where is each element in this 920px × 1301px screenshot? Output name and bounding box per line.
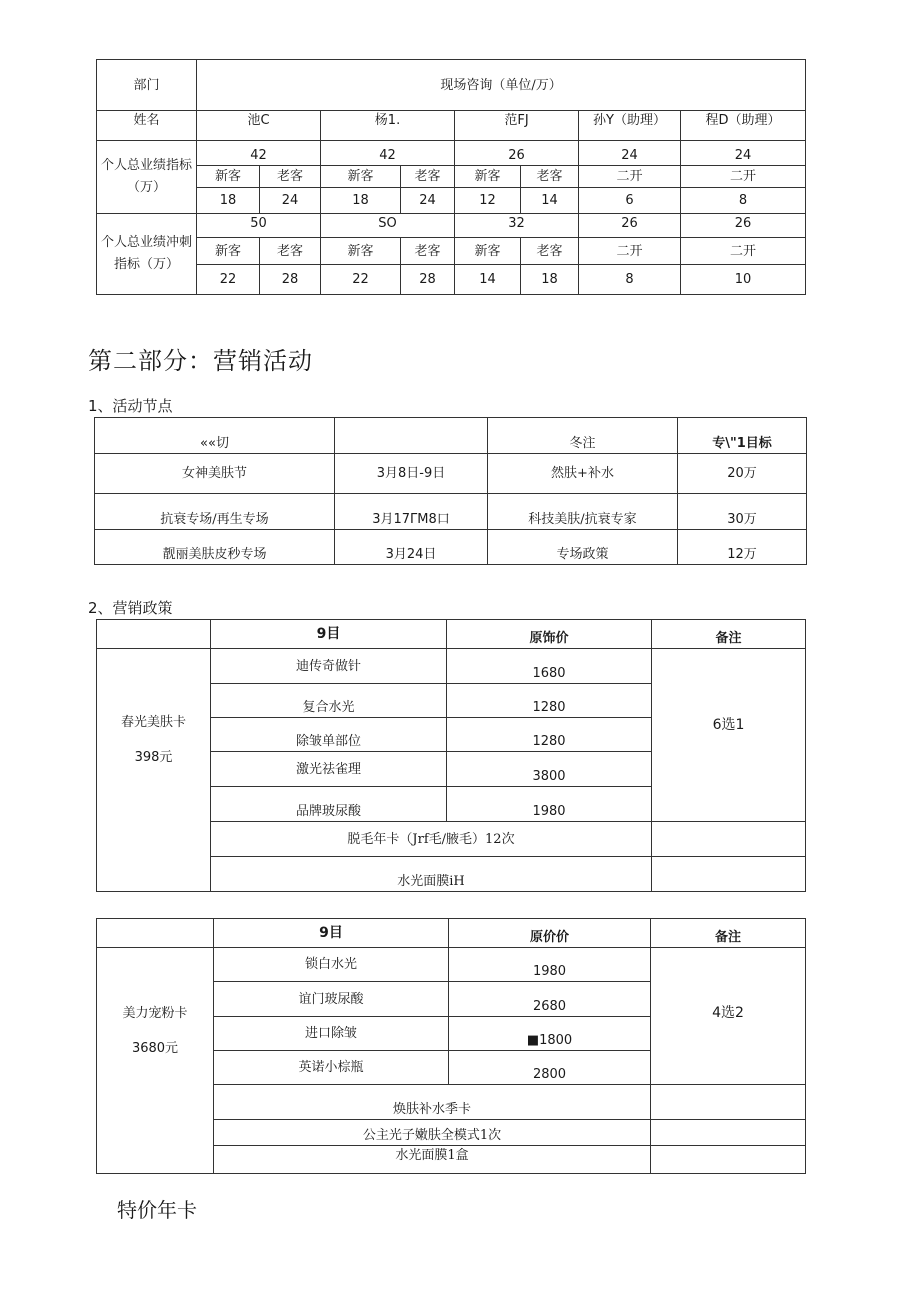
activity-target: 30万 xyxy=(678,494,807,530)
card1-header xyxy=(97,620,211,649)
card2-note: 4选2 xyxy=(651,948,806,1085)
card2-header xyxy=(97,919,214,948)
sprint-total: 26 xyxy=(579,214,681,238)
activity-note: 科技美肤/抗衰专家 xyxy=(488,494,678,530)
sprint-value: 10 xyxy=(681,265,806,295)
target-value: 24 xyxy=(260,188,321,214)
card2-extra: 焕肤补水季卡 xyxy=(214,1085,651,1120)
sprint-value: 22 xyxy=(321,265,401,295)
card1-name: 春光美肤卡 xyxy=(120,715,186,730)
sub-second: 二开 xyxy=(579,166,681,188)
card1-extra: 水光面膜iH xyxy=(211,857,652,892)
card1-extra-note xyxy=(652,857,806,892)
card2-extra-note xyxy=(651,1085,806,1120)
sub-second: 二开 xyxy=(681,166,806,188)
card1-item-price: 1680 xyxy=(447,649,652,684)
sub-old: 老客 xyxy=(521,166,579,188)
sub-old: 老客 xyxy=(401,166,455,188)
policy-heading: 2、营销政策 xyxy=(88,599,173,617)
card2-item-price: ■1800 xyxy=(449,1017,651,1051)
name-cell: 孙Y（助理） xyxy=(579,111,681,141)
card1-item-price: 3800 xyxy=(447,752,652,787)
target-value: 6 xyxy=(579,188,681,214)
name-cell: 程D（助理） xyxy=(681,111,806,141)
card1-item-name: 激光祛雀理 xyxy=(211,752,447,787)
sprint-total: 32 xyxy=(455,214,579,238)
card1-item-name: 除皱单部位 xyxy=(211,718,447,752)
target-value: 12 xyxy=(455,188,521,214)
activity-name: 靓丽美肤皮秒专场 xyxy=(95,530,335,565)
sprint-total: 50 xyxy=(197,214,321,238)
activity-note: 然肤+补水 xyxy=(488,454,678,494)
activity-header: 专\"1目标 xyxy=(678,418,807,454)
card2-extra-note xyxy=(651,1146,806,1174)
card1-item-name: 迪传奇做针 xyxy=(211,649,447,684)
name-cell: 杨1. xyxy=(321,111,455,141)
activity-date: 3月8日-9日 xyxy=(335,454,488,494)
card2-name: 美力宠粉卡 xyxy=(122,1005,188,1021)
target-total: 24 xyxy=(681,141,806,166)
card1-price: 398元 xyxy=(134,750,173,765)
target-value: 14 xyxy=(521,188,579,214)
target-total: 24 xyxy=(579,141,681,166)
performance-table xyxy=(96,59,806,295)
card1-header: 9目 xyxy=(211,620,447,649)
card1-item-name: 品牌玻尿酸 xyxy=(211,787,447,822)
card1-name-cell xyxy=(97,649,211,892)
footer-heading: 特价年卡 xyxy=(117,1198,197,1222)
card1-note: 6选1 xyxy=(652,649,806,822)
card2-item-price: 2680 xyxy=(449,982,651,1017)
name-label: 姓名 xyxy=(97,111,197,141)
card1-item-price: 1280 xyxy=(447,718,652,752)
card1-item-price: 1980 xyxy=(447,787,652,822)
target-value: 24 xyxy=(401,188,455,214)
sub-new: 新客 xyxy=(197,166,260,188)
activity-header xyxy=(335,418,488,454)
activity-header: ««切 xyxy=(95,418,335,454)
sprint-value: 28 xyxy=(260,265,321,295)
target-total: 42 xyxy=(321,141,455,166)
policy-card1-table xyxy=(96,619,806,892)
dept-label: 部门 xyxy=(97,60,197,111)
card1-header: 备注 xyxy=(652,620,806,649)
dept-value: 现场咨询（单位/万） xyxy=(197,60,806,111)
card2-extra: 公主光子嫩肤全模式1次 xyxy=(214,1120,651,1146)
card1-item-price: 1280 xyxy=(447,684,652,718)
target-value: 18 xyxy=(321,188,401,214)
card2-extra: 水光面膜1盒 xyxy=(214,1146,651,1174)
sub-new: 新客 xyxy=(321,166,401,188)
name-cell: 范FJ xyxy=(455,111,579,141)
section2-title: 第二部分：营销活动 xyxy=(88,347,313,375)
activity-header: 冬注 xyxy=(488,418,678,454)
card2-item-name: 英诺小棕瓶 xyxy=(214,1051,449,1085)
card2-name-cell xyxy=(97,948,214,1174)
sprint-total: 26 xyxy=(681,214,806,238)
card2-price: 3680元 xyxy=(131,1040,179,1056)
policy-card2-table xyxy=(96,918,806,1174)
sprint-total: SO xyxy=(321,214,455,238)
card1-extra: 脱毛年卡（Jrf毛/腋毛）12次 xyxy=(211,822,652,857)
activity-target: 20万 xyxy=(678,454,807,494)
card2-item-price: 2800 xyxy=(449,1051,651,1085)
target-value: 18 xyxy=(197,188,260,214)
sub-new: 新客 xyxy=(321,238,401,265)
card1-header: 原饰价 xyxy=(447,620,652,649)
sub-second: 二开 xyxy=(579,238,681,265)
target-total: 42 xyxy=(197,141,321,166)
activities-table xyxy=(94,417,807,565)
sub-old: 老客 xyxy=(401,238,455,265)
activity-date: 3月17ΓM8口 xyxy=(335,494,488,530)
sub-old: 老客 xyxy=(260,238,321,265)
sprint-value: 8 xyxy=(579,265,681,295)
sprint-value: 14 xyxy=(455,265,521,295)
sub-old: 老客 xyxy=(260,166,321,188)
target-label: 个人总业绩指标（万） xyxy=(97,141,197,214)
card2-header: 9目 xyxy=(214,919,449,948)
sub-new: 新客 xyxy=(197,238,260,265)
sprint-value: 22 xyxy=(197,265,260,295)
card2-extra-note xyxy=(651,1120,806,1146)
card2-item-name: 谊门玻尿酸 xyxy=(214,982,449,1017)
sub-old: 老客 xyxy=(521,238,579,265)
card1-item-name: 复合水光 xyxy=(211,684,447,718)
sprint-value: 18 xyxy=(521,265,579,295)
activity-date: 3月24日 xyxy=(335,530,488,565)
activities-heading: 1、活动节点 xyxy=(88,397,173,415)
activity-note: 专场政策 xyxy=(488,530,678,565)
sprint-label: 个人总业绩冲刺指标（万） xyxy=(97,214,197,295)
sprint-value: 28 xyxy=(401,265,455,295)
name-cell: 池C xyxy=(197,111,321,141)
card1-extra-note xyxy=(652,822,806,857)
card2-item-name: 锁白水光 xyxy=(214,948,449,982)
sub-second: 二开 xyxy=(681,238,806,265)
card2-header: 原价价 xyxy=(449,919,651,948)
card2-header: 备注 xyxy=(651,919,806,948)
target-total: 26 xyxy=(455,141,579,166)
sub-new: 新客 xyxy=(455,166,521,188)
activity-target: 12万 xyxy=(678,530,807,565)
sub-new: 新客 xyxy=(455,238,521,265)
card2-item-name: 进口除皱 xyxy=(214,1017,449,1051)
card2-item-price: 1980 xyxy=(449,948,651,982)
activity-name: 抗衰专场/再生专场 xyxy=(95,494,335,530)
activity-name: 女神美肤节 xyxy=(95,454,335,494)
target-value: 8 xyxy=(681,188,806,214)
